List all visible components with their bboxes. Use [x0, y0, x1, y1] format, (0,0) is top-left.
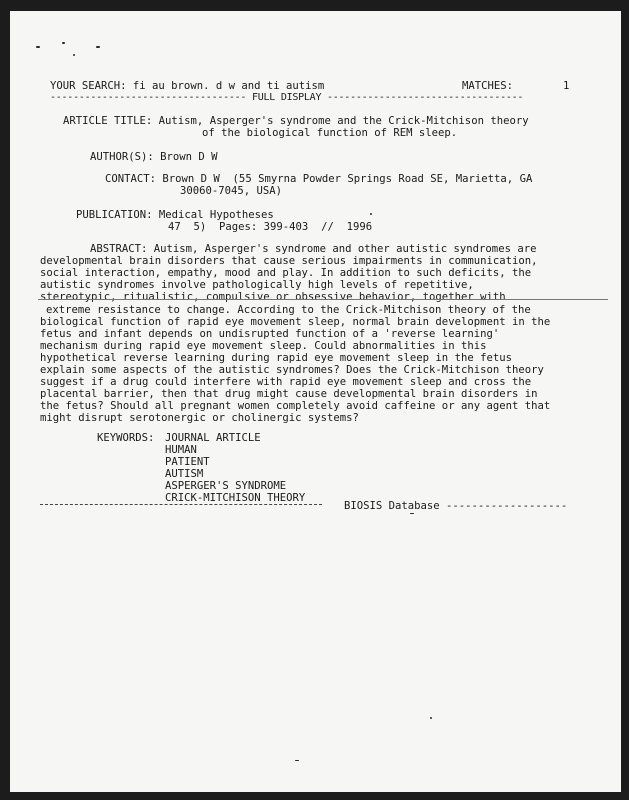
keywords-label: KEYWORDS:: [97, 432, 155, 444]
abstract-line: social interaction, empathy, mood and play. In addition to such deficits, the: [40, 267, 532, 279]
contact-line2: 30060-7045, USA): [180, 185, 283, 197]
matches-value: 1: [563, 80, 570, 92]
keyword: JOURNAL ARTICLE: [165, 432, 261, 444]
abstract-line: suggest if a drug could interfere with rapid eye movement sleep and cross the: [40, 376, 532, 388]
publication-line2: 47 5) Pages: 399-403 // 1996: [168, 221, 373, 233]
abstract-line: developmental brain disorders that cause serious impairments in communication,: [40, 255, 538, 267]
abstract-line: extreme resistance to change. According to the Crick-Mitchison theory of the: [46, 304, 531, 316]
scan-speck: [370, 213, 372, 215]
page-join-line: [38, 299, 608, 300]
scan-speck: [410, 513, 414, 514]
publication-line1: PUBLICATION: Medical Hypotheses: [76, 209, 274, 221]
abstract-line: ABSTRACT: Autism, Asperger's syndrome and other autistic syndromes are: [90, 243, 537, 255]
scan-speck: [36, 46, 40, 48]
scan-speck: [62, 42, 65, 44]
scan-speck: [73, 54, 75, 56]
document-page: [10, 11, 621, 792]
database-line: BIOSIS Database -------------------: [344, 500, 568, 512]
abstract-line: might disrupt serotonergic or cholinergic systems?: [40, 412, 359, 424]
matches-label: MATCHES:: [462, 80, 514, 92]
abstract-line: placental barrier, then that drug might cause developmental brain disorders in: [40, 388, 538, 400]
authors-line: AUTHOR(S): Brown D W: [90, 151, 218, 163]
article-title-line1: ARTICLE TITLE: Autism, Asperger's syndrome and the Crick-Mitchison theory: [63, 115, 529, 127]
abstract-line: autistic syndromes involve pathologically high levels of repetitive,: [40, 279, 474, 291]
scan-speck: [430, 717, 432, 719]
abstract-line: the fetus? Should all pregnant women completely avoid caffeine or any agent that: [40, 400, 551, 412]
scan-speck: [96, 46, 100, 48]
abstract-line: explain some aspects of the autistic syndromes? Does the Crick-Mitchison theory: [40, 364, 544, 376]
keyword: HUMAN: [165, 444, 197, 456]
article-title-line2: of the biological function of REM sleep.: [202, 127, 458, 139]
abstract-line: mechanism during rapid eye movement sleep. Could abnormalities in this: [40, 340, 487, 352]
scan-speck: [295, 760, 299, 761]
keyword: ASPERGER'S SYNDROME: [165, 480, 287, 492]
abstract-line: hypothetical reverse learning during rapid eye movement sleep in the fetus: [40, 352, 512, 364]
full-display-divider: ---------------------------------- FULL DISPLAY ----------------------------------: [50, 92, 524, 103]
contact-line1: CONTACT: Brown D W (55 Smyrna Powder Springs Road SE, Marietta, GA: [105, 173, 533, 185]
abstract-line: fetus and infant depends on undisrupted function of a 'reverse learning': [40, 328, 500, 340]
keyword: AUTISM: [165, 468, 204, 480]
search-line: YOUR SEARCH: fi au brown. d w and ti autism: [50, 80, 325, 92]
footer-divider-left: [40, 504, 322, 505]
keyword: PATIENT: [165, 456, 210, 468]
abstract-line: biological function of rapid eye movement sleep, normal brain development in the: [40, 316, 551, 328]
abstract-line: stereotypic, ritualistic, compulsive or obsessive behavior, together with: [40, 291, 506, 303]
keyword: CRICK-MITCHISON THEORY: [165, 492, 306, 504]
